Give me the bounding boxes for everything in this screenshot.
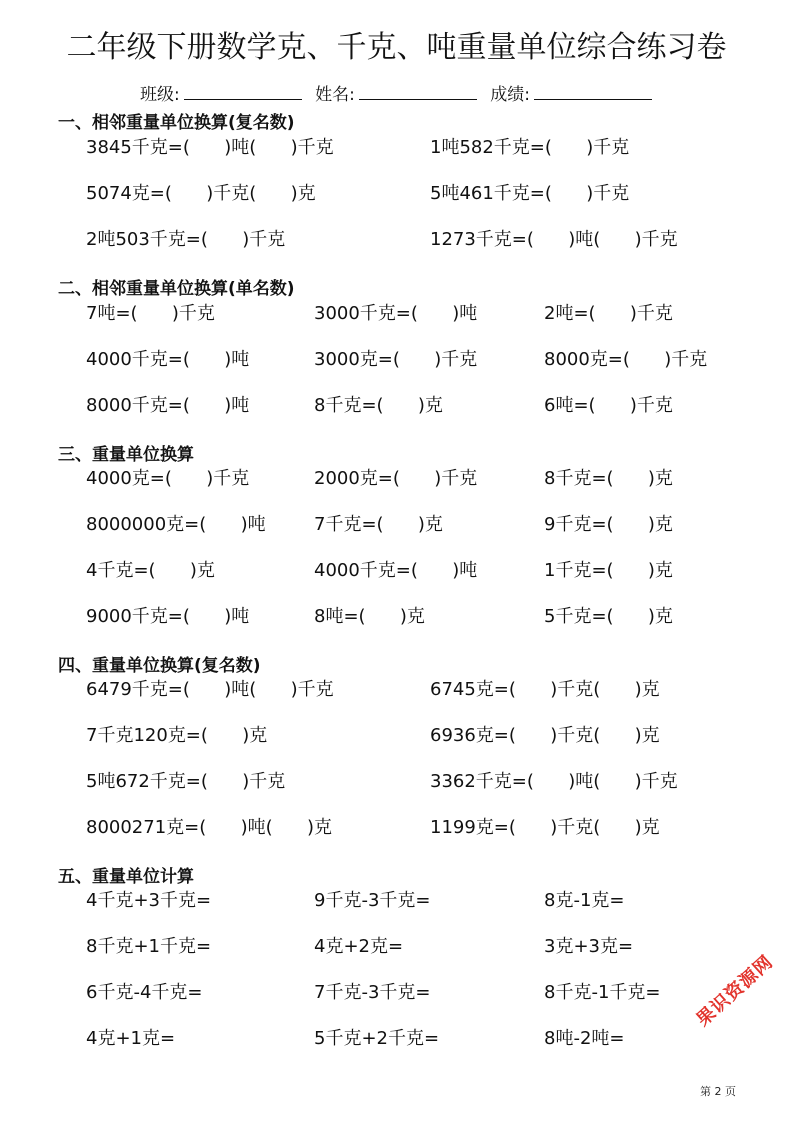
problem-row xyxy=(0,556,793,586)
problem: 2吨=( )千克 xyxy=(544,303,673,324)
problem: 4000千克=( )吨 xyxy=(86,349,250,370)
problem: 6千克-4千克= xyxy=(86,982,203,1003)
problem: 5吨461千克=( )千克 xyxy=(430,183,630,204)
problem-row xyxy=(0,391,793,421)
problem-row xyxy=(0,721,793,751)
class-blank xyxy=(184,85,302,100)
problem-row xyxy=(0,675,793,705)
problem-row xyxy=(0,813,793,843)
problem: 3克+3克= xyxy=(544,936,634,957)
problem: 4千克+3千克= xyxy=(86,890,212,911)
watermark: 果识资源网 xyxy=(692,951,778,1031)
problem: 8千克+1千克= xyxy=(86,936,212,957)
problem: 5074克=( )千克( )克 xyxy=(86,183,316,204)
problem: 4克+1克= xyxy=(86,1028,176,1049)
problem-row xyxy=(0,179,793,209)
problem: 7吨=( )千克 xyxy=(86,303,215,324)
problem: 6936克=( )千克( )克 xyxy=(430,725,660,746)
problem: 4千克=( )克 xyxy=(86,560,215,581)
problem: 8吨-2吨= xyxy=(544,1028,625,1049)
problem: 3000克=( )千克 xyxy=(314,349,478,370)
problem: 7千克=( )克 xyxy=(314,514,443,535)
score-label: 成绩: xyxy=(490,85,531,105)
problem-row xyxy=(0,978,793,1008)
problem-row xyxy=(0,602,793,632)
problem: 1199克=( )千克( )克 xyxy=(430,817,660,838)
class-label: 班级: xyxy=(140,85,180,105)
problem-row xyxy=(0,299,793,329)
problem: 3000千克=( )吨 xyxy=(314,303,478,324)
problem-row xyxy=(0,932,793,962)
problem-row xyxy=(0,1024,793,1054)
student-info-line xyxy=(140,80,660,105)
problem: 4000克=( )千克 xyxy=(86,468,250,489)
problem: 3362千克=( )吨( )千克 xyxy=(430,771,678,792)
problem: 3845千克=( )吨( )千克 xyxy=(86,137,334,158)
problem: 8000千克=( )吨 xyxy=(86,395,250,416)
problem: 6吨=( )千克 xyxy=(544,395,673,416)
score-blank xyxy=(534,85,652,100)
problem: 1千克=( )克 xyxy=(544,560,673,581)
section-title: 二、相邻重量单位换算(单名数) xyxy=(58,279,295,299)
problem: 6745克=( )千克( )克 xyxy=(430,679,660,700)
problem: 7千克120克=( )克 xyxy=(86,725,268,746)
problem-row xyxy=(0,133,793,163)
problem: 9千克=( )克 xyxy=(544,514,673,535)
problem-row xyxy=(0,345,793,375)
problem: 8吨=( )克 xyxy=(314,606,425,627)
problem-row xyxy=(0,225,793,255)
problem: 2吨503千克=( )千克 xyxy=(86,229,286,250)
problem-row xyxy=(0,767,793,797)
problem-row xyxy=(0,886,793,916)
problem: 5千克=( )克 xyxy=(544,606,673,627)
problem: 8千克=( )克 xyxy=(314,395,443,416)
name-blank xyxy=(359,85,477,100)
problem-row xyxy=(0,464,793,494)
problem: 7千克-3千克= xyxy=(314,982,431,1003)
problem: 9千克-3千克= xyxy=(314,890,431,911)
problem-row xyxy=(0,510,793,540)
problem: 2000克=( )千克 xyxy=(314,468,478,489)
problem: 5千克+2千克= xyxy=(314,1028,440,1049)
section-title: 四、重量单位换算(复名数) xyxy=(58,656,261,676)
section-title: 一、相邻重量单位换算(复名数) xyxy=(58,113,295,133)
problem: 8000271克=( )吨( )克 xyxy=(86,817,332,838)
problem: 8千克-1千克= xyxy=(544,982,661,1003)
problem: 9000千克=( )吨 xyxy=(86,606,250,627)
name-label: 姓名: xyxy=(315,85,355,105)
section-title: 五、重量单位计算 xyxy=(58,867,194,887)
problem: 4000千克=( )吨 xyxy=(314,560,478,581)
problem: 4克+2克= xyxy=(314,936,404,957)
problem: 1273千克=( )吨( )千克 xyxy=(430,229,678,250)
problem: 8000克=( )千克 xyxy=(544,349,708,370)
problem: 8克-1克= xyxy=(544,890,625,911)
problem: 1吨582千克=( )千克 xyxy=(430,137,630,158)
problem: 8千克=( )克 xyxy=(544,468,673,489)
problem: 6479千克=( )吨( )千克 xyxy=(86,679,334,700)
page-title: 二年级下册数学克、千克、吨重量单位综合练习卷 xyxy=(66,30,727,65)
section-title: 三、重量单位换算 xyxy=(58,445,194,465)
problem: 8000000克=( )吨 xyxy=(86,514,266,535)
problem: 5吨672千克=( )千克 xyxy=(86,771,286,792)
page-number: 第 2 页 xyxy=(700,1085,736,1098)
